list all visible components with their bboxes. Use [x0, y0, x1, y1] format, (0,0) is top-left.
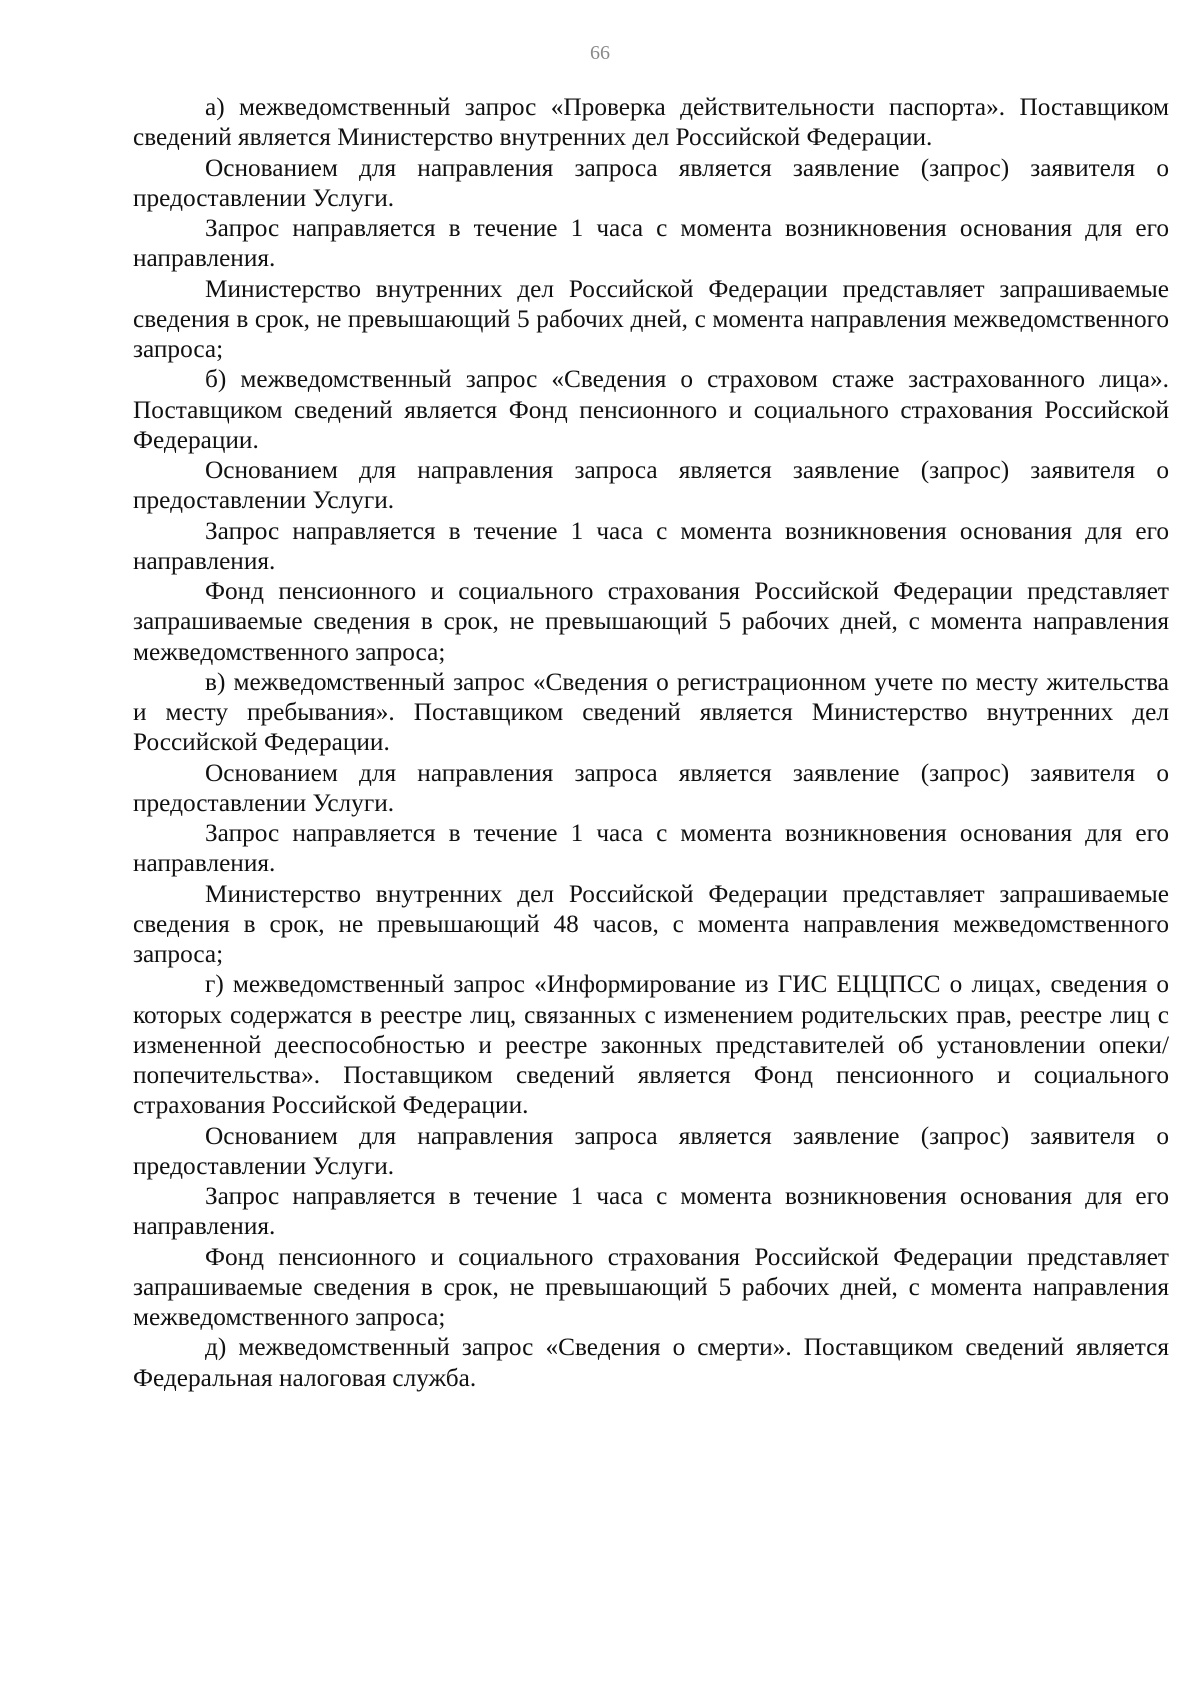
paragraph: Основанием для направления запроса является заявление (запрос) заявителя о предоставлении Услуги. [133, 758, 1169, 817]
paragraph: Запрос направляется в течение 1 часа с момента возникновения основания для его направления. [133, 1182, 1169, 1241]
paragraph: Министерство внутренних дел Российской Федерации представляет запрашиваемые сведения в срок, не превышающий 5 рабочих дней, с момента направления межведомственного запроса; [133, 274, 1169, 363]
paragraph: б) межведомственный запрос «Сведения о страховом стаже застрахованного лица». Поставщиком сведений является Фонд пенсионного и социального страхования Российской Федерации. [133, 365, 1169, 454]
paragraph: а) межведомственный запрос «Проверка действительности паспорта». Поставщиком сведений является Министерство внутренних дел Российской Федерации. [133, 93, 1169, 152]
paragraph: Фонд пенсионного и социального страхования Российской Федерации представляет запрашиваемые сведения в срок, не превышающий 5 рабочих дней, с момента направления межведомственного запроса; [133, 577, 1169, 666]
paragraph: Основанием для направления запроса является заявление (запрос) заявителя о предоставлении Услуги. [133, 456, 1169, 515]
paragraph: Министерство внутренних дел Российской Федерации представляет запрашиваемые сведения в срок, не превышающий 48 часов, с момента направления межведомственного запроса; [133, 879, 1169, 968]
paragraph: Запрос направляется в течение 1 часа с момента возникновения основания для его направления. [133, 214, 1169, 273]
paragraph: Запрос направляется в течение 1 часа с момента возникновения основания для его направления. [133, 516, 1169, 575]
paragraph: д) межведомственный запрос «Сведения о смерти». Поставщиком сведений является Федеральная налоговая служба. [133, 1333, 1169, 1392]
paragraph: Фонд пенсионного и социального страхования Российской Федерации представляет запрашиваемые сведения в срок, не превышающий 5 рабочих дней, с момента направления межведомственного запроса; [133, 1242, 1169, 1331]
paragraph: г) межведомственный запрос «Информирование из ГИС ЕЦЦПСС о лицах, сведения о которых содержатся в реестре лиц, связанных с изменением родительских прав, реестре лиц с измененной дееспособностью и реестре законных представителей об установлении опеки/попечительства». Поставщиком сведений является Фонд пенсионного и социального страхования Российской Федерации. [133, 970, 1169, 1120]
document-body [133, 92, 1169, 1393]
page-number: 66 [590, 42, 610, 64]
paragraph: Основанием для направления запроса является заявление (запрос) заявителя о предоставлении Услуги. [133, 1121, 1169, 1180]
paragraph: Запрос направляется в течение 1 часа с момента возникновения основания для его направления. [133, 819, 1169, 878]
paragraph: в) межведомственный запрос «Сведения о регистрационном учете по месту жительства и месту пребывания». Поставщиком сведений является Министерство внутренних дел Российской Федерации. [133, 667, 1169, 757]
paragraph: Основанием для направления запроса является заявление (запрос) заявителя о предоставлении Услуги. [133, 153, 1169, 212]
